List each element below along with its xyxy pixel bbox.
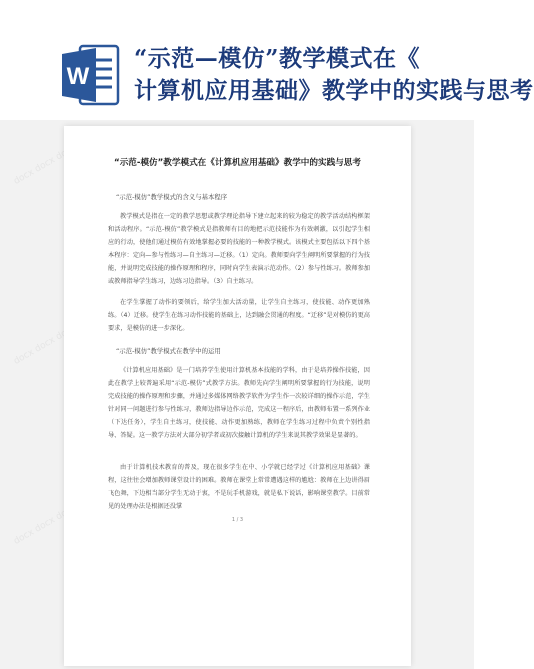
document-background: docx docx docx docx docx docx docx docx docx	[0, 120, 474, 669]
word-document-icon	[62, 42, 120, 108]
section-heading-1: “示范-模仿”教学模式的含义与基本程序	[116, 193, 228, 201]
document-title: “示范-模仿”教学模式在《计算机应用基础》教学中的实践与思考	[114, 158, 361, 168]
page-title-line-2: 计算机应用基础》教学中的实践与思考	[134, 77, 534, 104]
document-page	[64, 126, 411, 666]
paragraph-3: 《计算机应用基础》是一门培养学生使用计算机基本技能的学科，由于是培养操作技能，因此在教学上较普遍采用“示范-模仿”式教学方法。教师先向学生阐明所要掌握的行为技能，说明完成技能的操作原理和步骤，并通过多媒体网络教学软件为学生作一次较详细的操作示范，学生针对同一问题进行参与性练习，教师边指导边作示范，完成这一程序后，由教师布置一系列作业（下达任务），学生自主练习，使技能、动作更加熟练，教师在学生练习过程中负责个别性指导、答疑。这一教学方法对大部分初学者或初次接触计算机的学生来说其教学效果是显著的。	[108, 367, 370, 440]
page-number: 1 / 3	[231, 517, 244, 523]
paragraph-2: 在学生掌握了动作的要领后，给学生加大活动量，让学生自主练习，使技能、动作更加熟练。（4）迁移。使学生在练习动作技能的基础上，达到融会贯通的程度。“迁移”是对模仿的更高要求，是模仿的进一步深化。	[108, 299, 370, 333]
paragraph-4: 由于计算机技术教育的普及，现在很多学生在中、小学就已经学过《计算机应用基础》课程，这往往会增加教师课堂设计的困难。教师在课堂上常常遭遇这样的尴尬：教师在上边讲得眉飞色舞，下边相当部分学生无动于衷，不是玩手机游戏，就是私下说话，影响课堂教学。目前常见的处理办法是根据还没掌	[108, 464, 370, 511]
paragraph-1: 教学模式是指在一定的教学思想或教学理论指导下建立起来的较为稳定的教学活动结构框架和活动程序。“示范-模仿”教学模式是指教师有目的地把示范技能作为有效刺激，以引起学生相应的行动，使他们通过模仿有效地掌握必要的技能的一种教学模式。该模式主要包括以下四个基本程序：定向—参与性练习—自主练习—迁移。（1）定向。教师要向学生阐明所要掌握的行为技能，并说明完成技能的操作原理和程序，同时向学生表演示范动作。（2）参与性练习。教师参加或教师指导学生练习，边练习边指导。（3）自主练习。	[108, 213, 370, 286]
section-heading-2: “示范-模仿”教学模式在教学中的运用	[116, 347, 221, 355]
svg-text:W: W	[66, 63, 90, 90]
header-banner	[0, 0, 534, 120]
page-title-line-1: “示范—模仿”教学模式在《	[134, 45, 420, 72]
